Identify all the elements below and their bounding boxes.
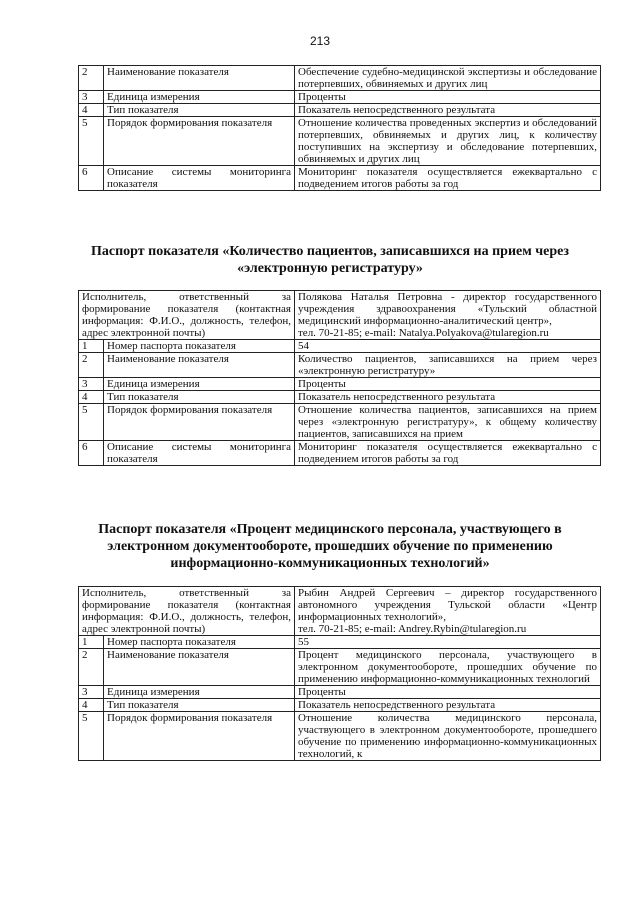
row-number: 1	[79, 340, 104, 353]
row-label: Номер паспорта показателя	[104, 340, 295, 353]
row-number: 3	[79, 91, 104, 104]
row-number: 5	[79, 712, 104, 761]
row-label: Наименование показателя	[104, 649, 295, 686]
table-row	[79, 117, 601, 166]
table-row	[79, 649, 601, 686]
row-label: Описание системы мониторинга показателя	[104, 441, 295, 466]
row-value: Проценты	[295, 378, 601, 391]
table-row	[79, 378, 601, 391]
row-label: Описание системы мониторинга показателя	[104, 166, 295, 191]
row-number: 5	[79, 404, 104, 441]
row-value: Отношение количества пациентов, записавшихся на прием через «электронную регистратуру», к общему количеству пациентов, записавшихся на прием	[295, 404, 601, 441]
executor-row	[79, 587, 601, 636]
row-number: 6	[79, 166, 104, 191]
row-label: Порядок формирования показателя	[104, 117, 295, 166]
row-number: 5	[79, 117, 104, 166]
row-number: 1	[79, 636, 104, 649]
table-row	[79, 636, 601, 649]
table-row	[79, 404, 601, 441]
executor-label: Исполнитель, ответственный за формирование показателя (контактная информация: Ф.И.О., должность, телефон, адрес электронной почты)	[79, 587, 295, 636]
row-number: 6	[79, 441, 104, 466]
executor-contacts: тел. 70-21-85; e-mail: Natalya.Polyakova@tularegion.ru	[298, 327, 549, 339]
row-value: Показатель непосредственного результата	[295, 699, 601, 712]
table-row	[79, 353, 601, 378]
row-label: Порядок формирования показателя	[104, 404, 295, 441]
table-row	[79, 686, 601, 699]
executor-value: Полякова Наталья Петровна - директор государственного учреждения здравоохранения «Тульский областной медицинский информационно-аналитический центр»,	[298, 291, 597, 327]
executor-cell	[295, 291, 601, 340]
row-number: 2	[79, 66, 104, 91]
passport-heading-54: Паспорт показателя «Количество пациентов, записавшихся на прием через «электронную регистратуру»	[90, 244, 570, 276]
row-number: 2	[79, 353, 104, 378]
indicator-table-1	[78, 65, 601, 191]
row-label: Тип показателя	[104, 699, 295, 712]
row-label: Единица измерения	[104, 378, 295, 391]
executor-cell	[295, 587, 601, 636]
indicator-table-2	[78, 290, 601, 466]
row-label: Номер паспорта показателя	[104, 636, 295, 649]
row-value: Количество пациентов, записавшихся на прием через «электронную регистратуру»	[295, 353, 601, 378]
row-label: Наименование показателя	[104, 353, 295, 378]
passport-heading-55: Паспорт показателя «Процент медицинского персонала, участвующего в электронном документообороте, прошедших обучение по применению информационно-коммуникационных технологий»	[98, 522, 562, 571]
row-value: Показатель непосредственного результата	[295, 104, 601, 117]
row-label: Единица измерения	[104, 91, 295, 104]
row-number: 4	[79, 699, 104, 712]
row-value: Обеспечение судебно-медицинской экспертизы и обследование потерпевших, обвиняемых и других лиц	[295, 66, 601, 91]
row-number: 2	[79, 649, 104, 686]
table-row	[79, 104, 601, 117]
row-number: 4	[79, 391, 104, 404]
table-row	[79, 699, 601, 712]
row-number: 3	[79, 686, 104, 699]
table-row	[79, 166, 601, 191]
row-value: Проценты	[295, 91, 601, 104]
table-row	[79, 391, 601, 404]
row-value: Показатель непосредственного результата	[295, 391, 601, 404]
indicator-table-3	[78, 586, 601, 761]
row-value: Отношение количества проведенных экспертиз и обследований потерпевших, обвиняемых и других лиц, к количеству поступивших на экспертизу и обследование потерпевших, обвиняемых и других лиц	[295, 117, 601, 166]
row-label: Тип показателя	[104, 104, 295, 117]
row-value: Процент медицинского персонала, участвующего в электронном документообороте, прошедших обучение по применению информационно-коммуникационных технологий	[295, 649, 601, 686]
executor-contacts: тел. 70-21-85; e-mail: Andrey.Rybin@tularegion.ru	[298, 623, 527, 635]
row-value: Проценты	[295, 686, 601, 699]
row-number: 4	[79, 104, 104, 117]
table-row	[79, 712, 601, 761]
table-row	[79, 66, 601, 91]
row-label: Порядок формирования показателя	[104, 712, 295, 761]
table-row	[79, 441, 601, 466]
row-label: Наименование показателя	[104, 66, 295, 91]
table-row	[79, 91, 601, 104]
row-value: Мониторинг показателя осуществляется ежеквартально с подведением итогов работы за год	[295, 166, 601, 191]
row-label: Тип показателя	[104, 391, 295, 404]
row-label: Единица измерения	[104, 686, 295, 699]
page-number: 213	[309, 34, 331, 48]
row-value: 55	[295, 636, 601, 649]
row-value: Мониторинг показателя осуществляется ежеквартально с подведением итогов работы за год	[295, 441, 601, 466]
executor-row	[79, 291, 601, 340]
executor-value: Рыбин Андрей Сергеевич – директор государственного автономного учреждения Тульской области «Центр информационных технологий»,	[298, 587, 597, 623]
row-value: Отношение количества медицинского персонала, участвующего в электронном документообороте, прошедшего обучение по применению информационно-коммуникационных технологий, к	[295, 712, 601, 761]
row-value: 54	[295, 340, 601, 353]
table-row	[79, 340, 601, 353]
executor-label: Исполнитель, ответственный за формирование показателя (контактная информация: Ф.И.О., должность, телефон, адрес электронной почты)	[79, 291, 295, 340]
row-number: 3	[79, 378, 104, 391]
